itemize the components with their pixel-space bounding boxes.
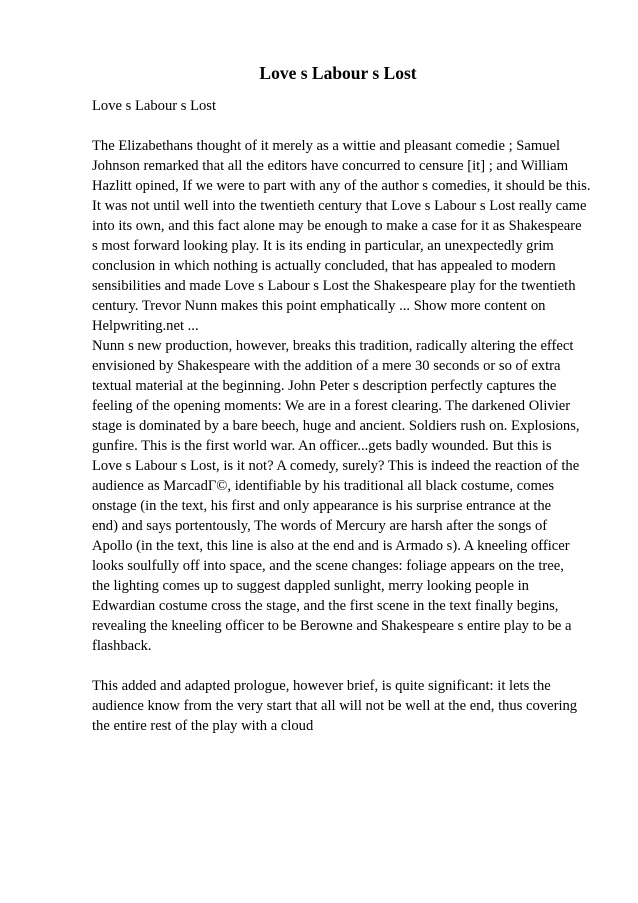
- document-title: Love s Labour s Lost: [259, 63, 417, 83]
- text-line: conclusion in which nothing is actually concluded, that has appealed to modern: [92, 258, 556, 274]
- text-line: The Elizabethans thought of it merely as a wittie and pleasant comedie ; Samuel: [92, 138, 561, 154]
- text-line: Love s Labour s Lost, is it not? A comedy, surely? This is indeed the reaction of the: [92, 458, 580, 474]
- text-line: Johnson remarked that all the editors have concurred to censure [it] ; and William: [92, 158, 569, 174]
- document-subtitle: Love s Labour s Lost: [92, 98, 217, 114]
- text-line: s most forward looking play. It is its ending in particular, an unexpectedly grim: [92, 238, 554, 254]
- text-line: sensibilities and made Love s Labour s Lost the Shakespeare play for the twentieth: [92, 278, 576, 294]
- text-line: feeling of the opening moments: We are in a forest clearing. The darkened Olivier: [92, 398, 571, 414]
- text-line: audience know from the very start that all will not be well at the end, thus covering: [92, 698, 578, 714]
- text-line: into its own, and this fact alone may be enough to make a case for it as Shakespeare: [92, 218, 582, 234]
- text-line: gunfire. This is the first world war. An officer...gets badly wounded. But this is: [92, 438, 552, 454]
- paragraph-1: [92, 136, 591, 656]
- text-line: audience as MarcadГ©, identifiable by his traditional all black costume, comes: [92, 478, 555, 494]
- text-line: Apollo (in the text, this line is also at the end and is Armado s). A kneeling officer: [92, 538, 570, 554]
- text-line: stage is dominated by a bare beech, huge and ancient. Soldiers rush on. Explosions,: [92, 418, 580, 434]
- text-line: revealing the kneeling officer to be Berowne and Shakespeare s entire play to be a: [92, 618, 572, 634]
- text-line: Edwardian costume cross the stage, and the first scene in the text finally begins,: [92, 598, 559, 614]
- text-line: end) and says portentously, The words of Mercury are harsh after the songs of: [92, 518, 548, 534]
- text-line: onstage (in the text, his first and only appearance is his surprise entrance at the: [92, 498, 552, 514]
- text-line: Nunn s new production, however, breaks this tradition, radically altering the effect: [92, 338, 574, 354]
- text-line: the lighting comes up to suggest dappled sunlight, merry looking people in: [92, 578, 529, 594]
- text-line: It was not until well into the twentieth century that Love s Labour s Lost really came: [92, 198, 587, 214]
- text-line: the entire rest of the play with a cloud: [92, 718, 314, 734]
- text-line: flashback.: [92, 638, 152, 654]
- text-line: Hazlitt opined, If we were to part with any of the author s comedies, it should be this.: [92, 178, 591, 194]
- text-line: looks soulfully off into space, and the scene changes: foliage appears on the tree,: [92, 558, 564, 574]
- text-line: century. Trevor Nunn makes this point emphatically ... Show more content on: [92, 298, 546, 314]
- text-line: Helpwriting.net ...: [92, 318, 199, 334]
- text-line: textual material at the beginning. John Peter s description perfectly captures the: [92, 378, 557, 394]
- text-line: This added and adapted prologue, however brief, is quite significant: it lets the: [92, 678, 551, 694]
- text-line: envisioned by Shakespeare with the addition of a mere 30 seconds or so of extra: [92, 358, 561, 374]
- paragraph-2: [92, 676, 588, 736]
